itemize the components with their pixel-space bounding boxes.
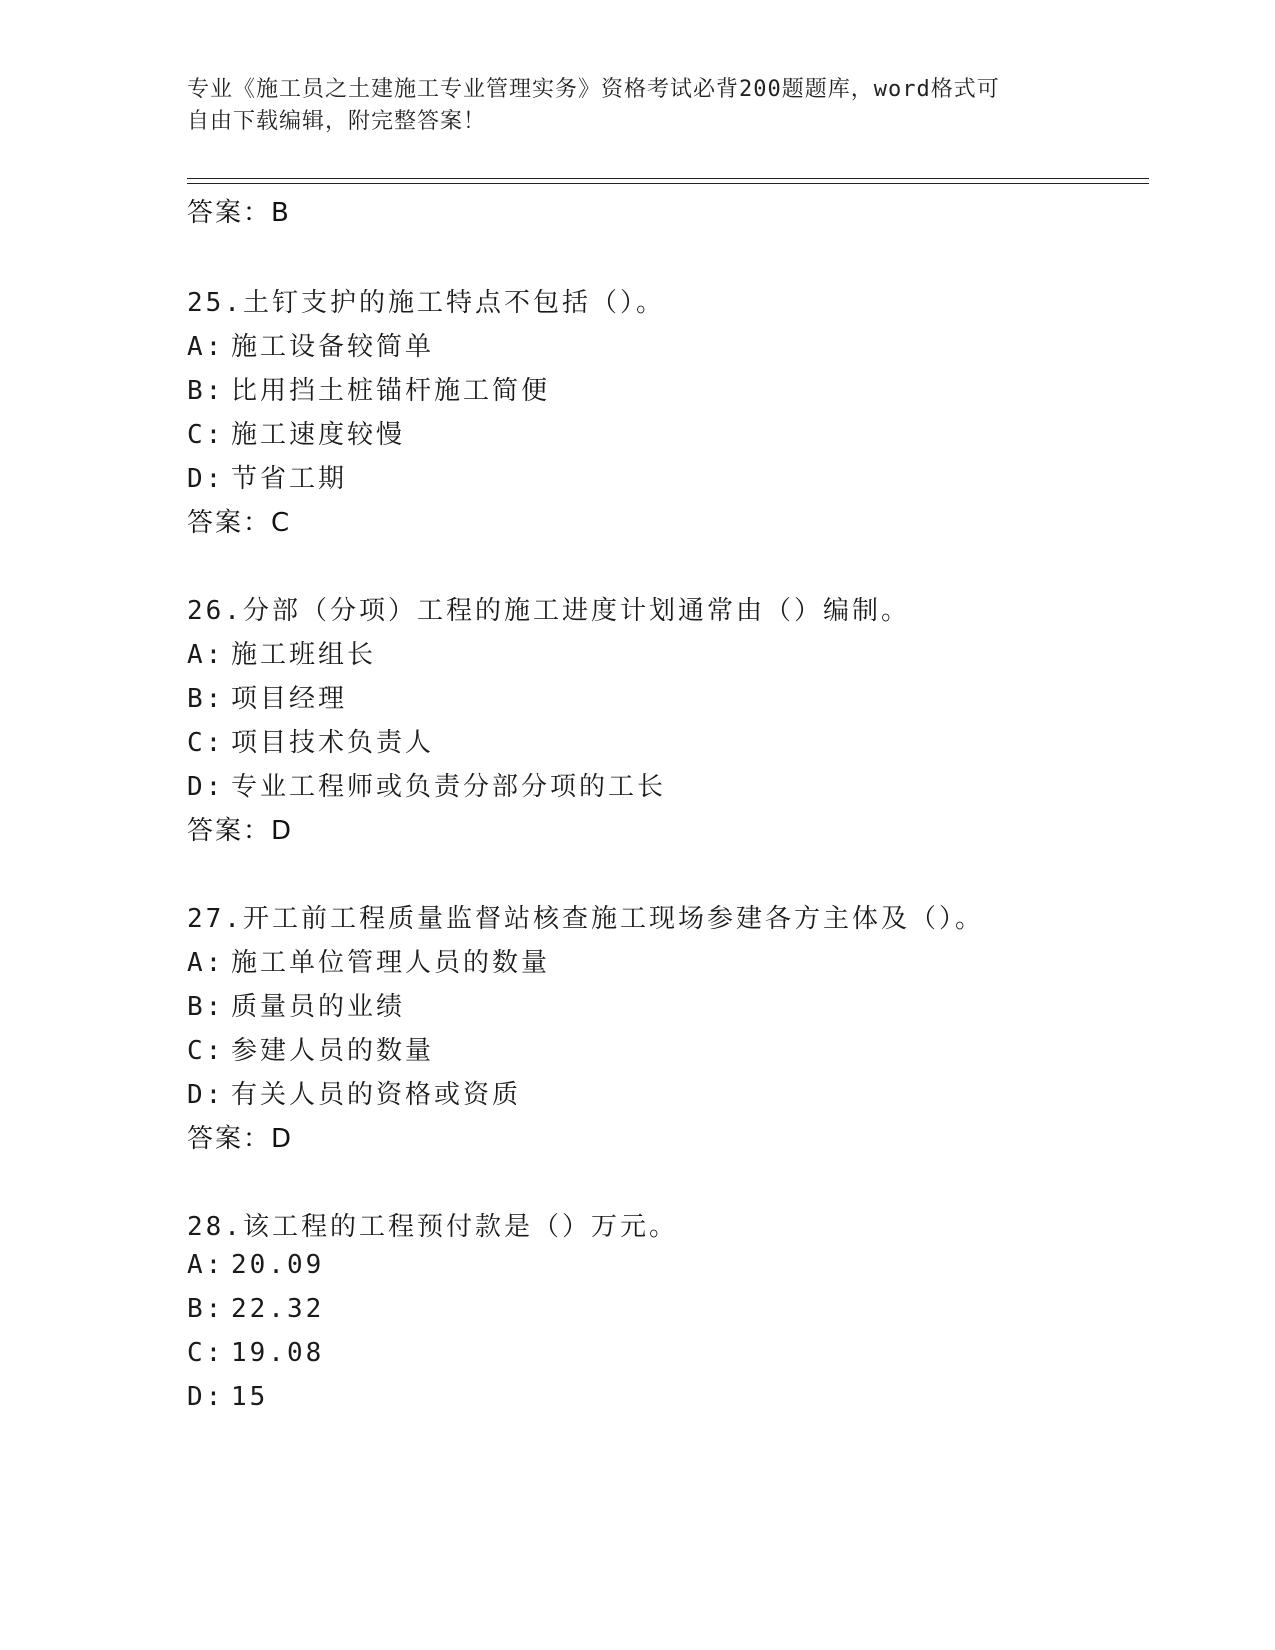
option-text: 节省工期 xyxy=(231,464,348,494)
option-letter: D: xyxy=(187,772,225,802)
option-a xyxy=(187,326,434,363)
option-text: 有关人员的资格或资质 xyxy=(231,1080,522,1110)
document-header xyxy=(187,74,1087,138)
option-letter: B: xyxy=(187,992,225,1022)
answer-line: 答案：B xyxy=(187,198,291,228)
question-27: 27.开工前工程质量监督站核查施工现场参建各方主体及（）。 xyxy=(187,904,984,934)
answer-line: 答案：D xyxy=(187,1124,294,1154)
option-d xyxy=(187,766,666,803)
option-text: 专业工程师或负责分部分项的工长 xyxy=(231,772,667,802)
option-b xyxy=(187,986,405,1023)
option-c xyxy=(187,722,434,759)
option-text: 项目经理 xyxy=(231,684,348,714)
option-text: 质量员的业绩 xyxy=(231,992,406,1022)
header-divider-bottom xyxy=(187,183,1149,184)
option-d xyxy=(187,1074,521,1111)
option-a xyxy=(187,942,550,979)
option-text: 施工设备较简单 xyxy=(231,332,435,362)
option-letter: C: xyxy=(187,1036,225,1066)
option-b xyxy=(187,678,347,715)
option-text: 19.08 xyxy=(231,1338,325,1368)
header-line-2: 自由下载编辑，附完整答案！ xyxy=(187,109,487,134)
option-c xyxy=(187,1338,324,1368)
option-letter: C: xyxy=(187,728,225,758)
option-letter: B: xyxy=(187,376,225,406)
option-c xyxy=(187,1030,434,1067)
question-28: 28.该工程的工程预付款是（）万元。 xyxy=(187,1212,678,1242)
option-text: 比用挡土桩锚杆施工简便 xyxy=(231,376,551,406)
option-letter: D: xyxy=(187,464,225,494)
option-text: 项目技术负责人 xyxy=(231,728,435,758)
option-text: 施工单位管理人员的数量 xyxy=(231,948,551,978)
option-letter: C: xyxy=(187,1338,225,1368)
option-letter: A: xyxy=(187,1250,225,1280)
option-letter: B: xyxy=(187,684,225,714)
option-b xyxy=(187,1294,324,1324)
option-c xyxy=(187,414,405,451)
option-letter: A: xyxy=(187,640,225,670)
option-text: 20.09 xyxy=(231,1250,325,1280)
option-letter: A: xyxy=(187,332,225,362)
option-letter: C: xyxy=(187,420,225,450)
option-text: 施工速度较慢 xyxy=(231,420,406,450)
option-letter: B: xyxy=(187,1294,225,1324)
answer-line: 答案：C xyxy=(187,508,292,538)
question-26: 26.分部（分项）工程的施工进度计划通常由（）编制。 xyxy=(187,596,910,626)
option-b xyxy=(187,370,550,407)
option-text: 22.32 xyxy=(231,1294,325,1324)
option-letter: A: xyxy=(187,948,225,978)
option-d xyxy=(187,1382,268,1412)
option-a xyxy=(187,1250,324,1280)
option-text: 15 xyxy=(231,1382,269,1412)
header-line-1: 专业《施工员之土建施工专业管理实务》资格考试必背200题题库，word格式可 xyxy=(187,77,1000,102)
option-text: 施工班组长 xyxy=(231,640,377,670)
option-text: 参建人员的数量 xyxy=(231,1036,435,1066)
option-letter: D: xyxy=(187,1080,225,1110)
answer-line: 答案：D xyxy=(187,816,294,846)
option-a xyxy=(187,634,376,671)
option-letter: D: xyxy=(187,1382,225,1412)
header-divider-top xyxy=(187,178,1149,179)
question-25: 25.土钉支护的施工特点不包括（）。 xyxy=(187,288,665,318)
option-d xyxy=(187,458,347,495)
